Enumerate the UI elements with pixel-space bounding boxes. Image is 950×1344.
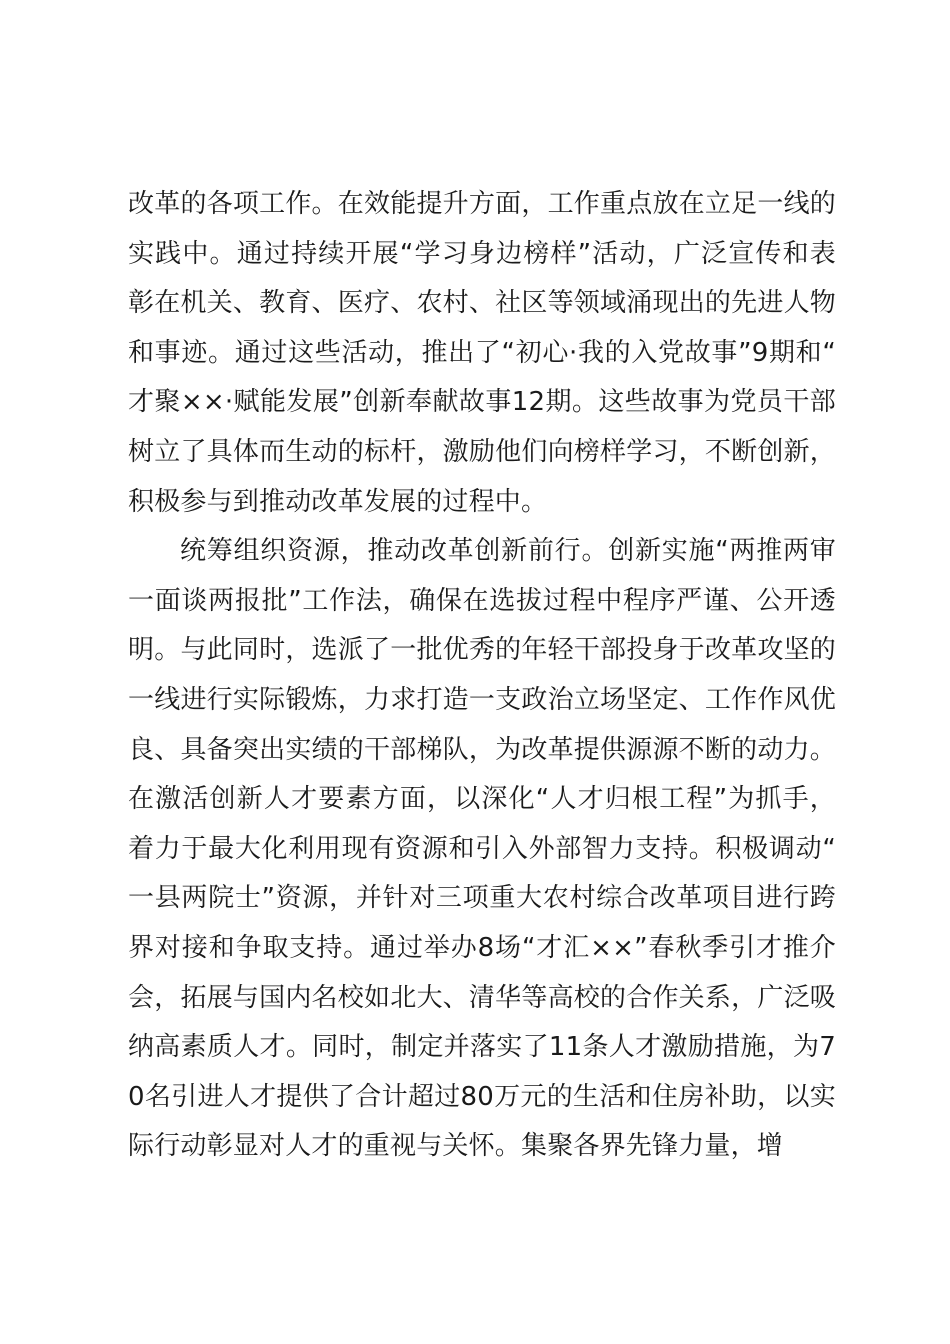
paragraph-1: 改革的各项工作。在效能提升方面，工作重点放在立足一线的实践中。通过持续开展“学习身边榜样”活动，广泛宣传和表彰在机关、教育、医疗、农村、社区等领域涌现出的先进人物和事迹。通过这些活动，推出了“初心·我的入党故事”9期和“才聚××·赋能发展”创新奉献故事12期。这些故事为党员干部树立了具体而生动的标杆，激励他们向榜样学习，不断创新，积极参与到推动改革发展的过程中。	[128, 189, 836, 517]
paragraph-2: 统筹组织资源，推动改革创新前行。创新实施“两推两审一面谈两报批”工作法，确保在选拔过程中程序严谨、公开透明。与此同时，选派了一批优秀的年轻干部投身于改革攻坚的一线进行实际锻炼，力求打造一支政治立场坚定、工作作风优良、具备突出实绩的干部梯队，为改革提供源源不断的动力。在激活创新人才要素方面，以深化“人才归根工程”为抓手，着力于最大化利用现有资源和引入外部智力支持。积极调动“一县两院士”资源，并针对三项重大农村综合改革项目进行跨界对接和争取支持。通过举办8场“才汇××”春秋季引才推介会，拓展与国内名校如北大、清华等高校的合作关系，广泛吸纳高素质人才。同时，制定并落实了11条人才激励措施，为70名引进人才提供了合计超过80万元的生活和住房补助，以实际行动彰显对人才的重视与关怀。集聚各界先锋力量，增	[128, 536, 836, 1162]
body-text	[128, 180, 836, 1172]
